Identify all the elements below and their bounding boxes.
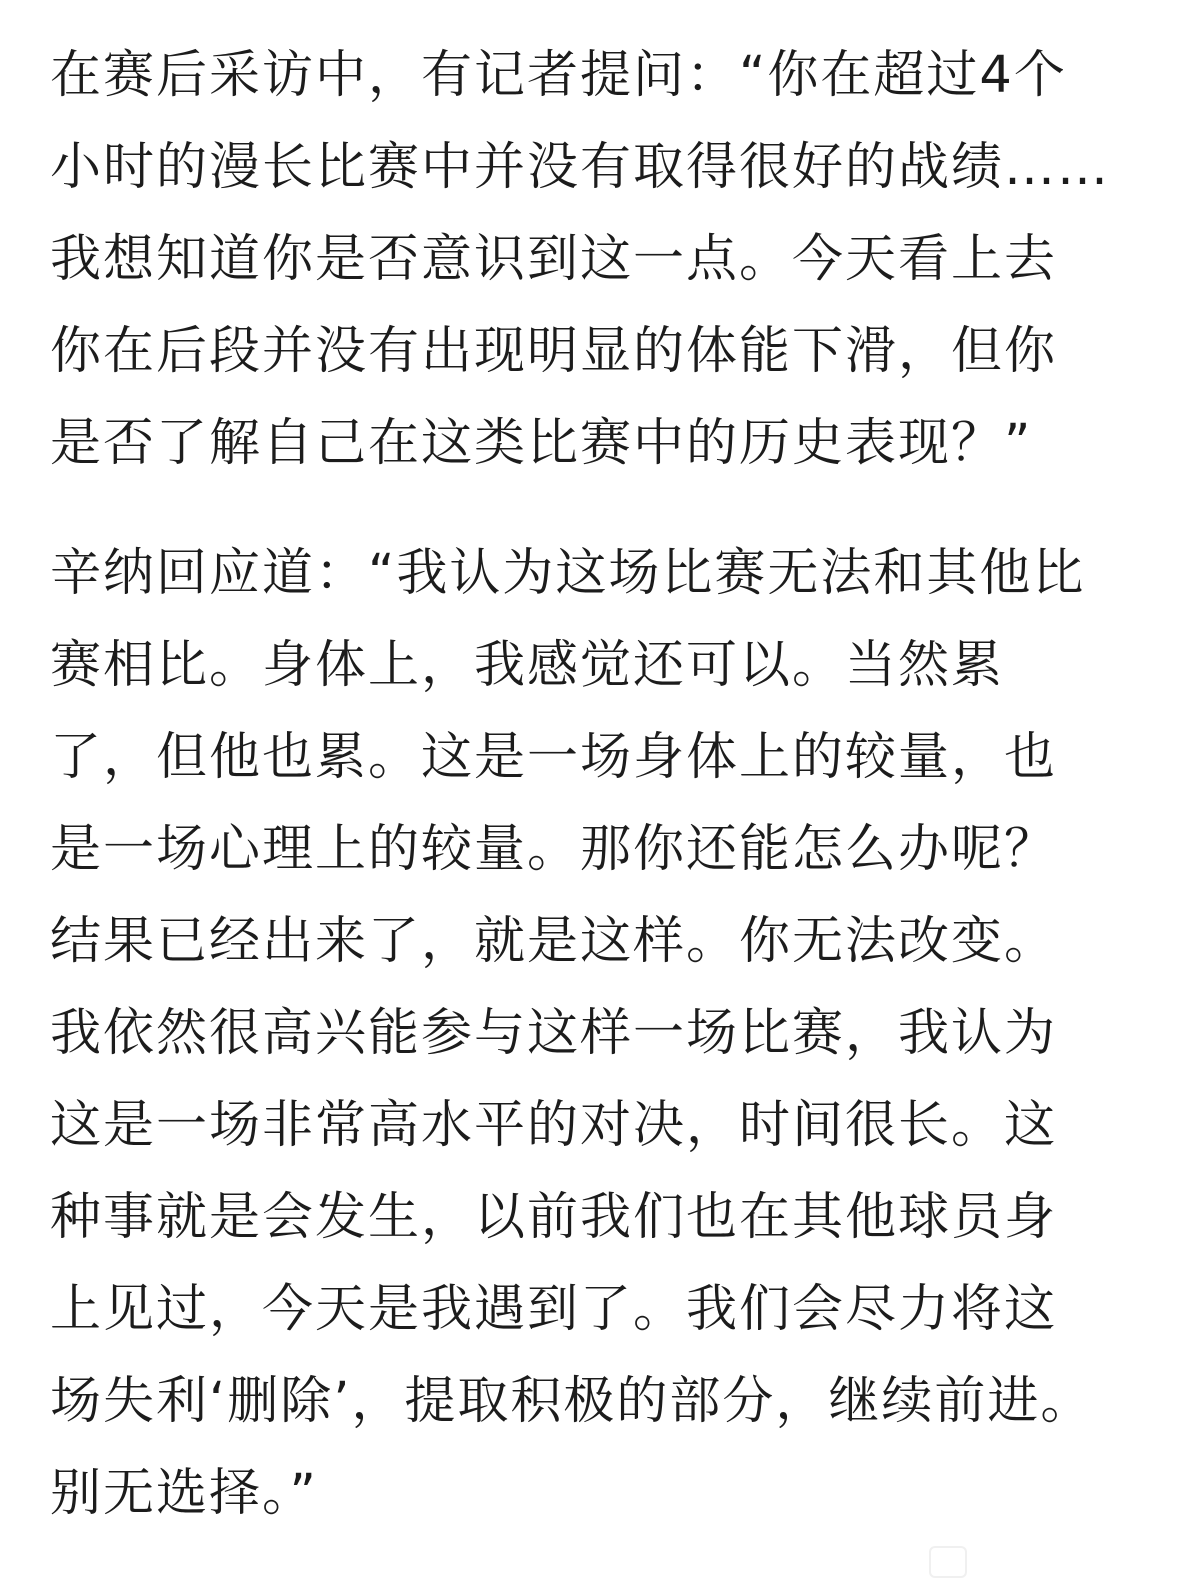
text-line: 是一场心理上的较量。那你还能怎么办呢？ [50,820,1058,879]
text-line: 我依然很高兴能参与这样一场比赛，我认为 [50,1004,1058,1063]
text-line: 辛纳回应道：“我认为这场比赛无法和其他比 [50,544,1086,603]
watermark-icon [929,1546,967,1578]
text-line: 我想知道你是否意识到这一点。今天看上去 [50,230,1058,289]
article-body [50,30,1150,1540]
text-line: 这是一场非常高水平的对决，时间很长。这 [50,1096,1058,1155]
text-line: 赛相比。身体上，我感觉还可以。当然累 [50,636,1005,695]
text-line: 了，但他也累。这是一场身体上的较量，也 [50,728,1058,787]
text-line: 种事就是会发生，以前我们也在其他球员身 [50,1188,1058,1247]
text-line: 结果已经出来了，就是这样。你无法改变。 [50,912,1058,971]
paragraph-question [50,30,1150,490]
text-line: 别无选择。” [50,1464,318,1523]
paragraph-answer [50,528,1150,1540]
text-line: 小时的漫长比赛中并没有取得很好的战绩…… [50,138,1111,197]
text-line: 你在后段并没有出现明显的体能下滑，但你 [50,322,1058,381]
text-line: 上见过，今天是我遇到了。我们会尽力将这 [50,1280,1058,1339]
text-line: 场失利‘删除’，提取积极的部分，继续前进。 [50,1372,1094,1431]
text-line: 是否了解自己在这类比赛中的历史表现？” [50,414,1033,473]
text-line: 在赛后采访中，有记者提问：“你在超过4个 [50,46,1067,105]
